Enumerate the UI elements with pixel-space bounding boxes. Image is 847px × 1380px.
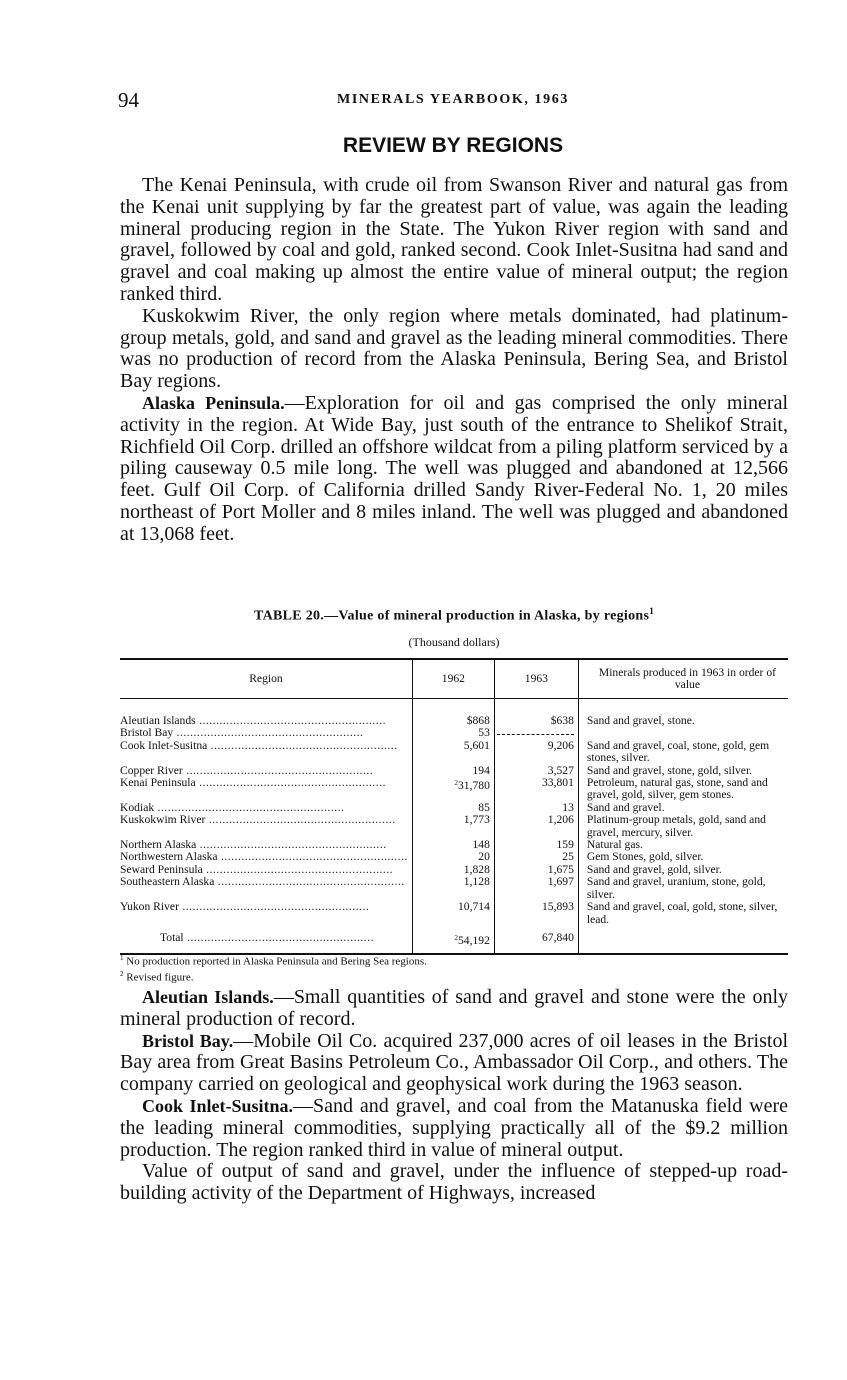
minerals-cell: Natural gas. <box>586 838 643 852</box>
column-header-minerals: Minerals produced in 1963 in order of value <box>578 659 788 699</box>
region-name: Kenai Peninsula ..... <box>120 777 412 789</box>
footnote-text: Revised figure. <box>126 971 194 984</box>
region-name: Cook Inlet-Susitna ..... <box>120 740 412 752</box>
value-1963: 33,801 <box>494 777 578 802</box>
region-name: Seward Peninsula ..... <box>120 864 412 876</box>
value-1962: 53 <box>412 727 494 739</box>
footnote-mark: 1 <box>120 954 124 962</box>
table-caption <box>120 606 788 625</box>
table-caption-text: TABLE 20.—Value of mineral production in Alaska, by regions <box>253 608 650 624</box>
table-row <box>120 851 788 863</box>
minerals-cell: Sand and gravel, coal, gold, stone, silver, lead. <box>586 900 778 926</box>
minerals-cell: Sand and gravel, uranium, stone, gold, silver. <box>586 875 766 901</box>
region-name: Kuskokwim River ..... <box>120 814 412 826</box>
region-name: Copper River ..... <box>120 765 412 777</box>
footnote-mark: 2 <box>454 933 458 942</box>
total-1962-text: 54,192 <box>457 933 490 947</box>
region-name: Kodiak ..... <box>120 802 412 814</box>
total-1963: 67,840 <box>494 926 578 954</box>
value-1962: 10,714 <box>412 901 494 926</box>
region-name: Northwestern Alaska ..... <box>120 851 412 863</box>
runin-heading: Alaska Peninsula. <box>142 392 285 413</box>
paragraph-text: —Small quantities of sand and gravel and stone were the only mineral production of record. <box>120 986 788 1030</box>
footnote <box>120 952 788 968</box>
paragraph: The Kenai Peninsula, with crude oil from Swanson River and natural gas from the Kenai unit supplying by far the greatest part of value, was again the leading mineral producing region in the State. The Yukon River region with sand and gravel, followed by coal and gold, ranked second. Cook Inlet-Susitna had sand and gravel and coal making up almost the entire value of mineral output; the region ranked third. <box>120 174 788 305</box>
value-1963: 9,206 <box>494 740 578 765</box>
table-row <box>120 901 788 926</box>
minerals-cell: Platinum-group metals, gold, sand and gravel, mercury, silver. <box>586 813 766 839</box>
closing-text <box>120 987 788 1205</box>
table-row <box>120 727 788 739</box>
value-1963-empty <box>494 727 578 739</box>
paragraph-aleutian-islands <box>120 987 788 1031</box>
table-total-row <box>120 926 788 954</box>
region-name: Northern Alaska ..... <box>120 839 412 851</box>
minerals-cell: Sand and gravel. <box>586 800 665 814</box>
table-row <box>120 814 788 839</box>
footnotes <box>120 952 788 984</box>
value-1963: 1,206 <box>494 814 578 839</box>
value-1962 <box>412 777 494 802</box>
table-row <box>120 740 788 765</box>
value-1963: 1,697 <box>494 876 578 901</box>
running-title: MINERALS YEARBOOK, 1963 <box>337 92 569 107</box>
value-1962: 194 <box>412 765 494 777</box>
value-1962: $868 <box>412 715 494 727</box>
regions-table <box>120 658 788 955</box>
table-row <box>120 715 788 727</box>
footnote-mark: 2 <box>454 779 458 788</box>
intro-text <box>120 175 788 546</box>
region-name: Yukon River ..... <box>120 901 412 913</box>
region-name: Bristol Bay ..... <box>120 727 412 739</box>
value-1962: 1,773 <box>412 814 494 839</box>
total-label: Total ..... <box>160 932 412 944</box>
paragraph-cook-inlet <box>120 1096 788 1161</box>
value-1963: 1,675 <box>494 864 578 876</box>
page-number: 94 <box>118 88 139 112</box>
minerals-cell: Sand and gravel, gold, silver. <box>586 862 722 876</box>
paragraph-text: —Exploration for oil and gas comprised the only mineral activity in the region. At Wide Bay, just south of the entrance to Shelikof Strait, Richfield Oil Corp. drilled an offshore wildcat from a piling platform serviced by a piling causeway 0.5 mile long. The well was plugged and abandoned at 12,566 feet. Gulf Oil Corp. of California drilled Sandy River-Federal No. 1, 20 miles northeast of Port Moller and 8 miles inland. The well was plugged and abandoned at 13,068 feet. <box>120 391 789 545</box>
value-1963: 3,527 <box>494 765 578 777</box>
value-1962: 85 <box>412 802 494 814</box>
value-1963: 15,893 <box>494 901 578 926</box>
paragraph <box>120 1161 788 1205</box>
minerals-cell: Gem Stones, gold, silver. <box>586 850 704 864</box>
region-name: Aleutian Islands ..... <box>120 715 412 727</box>
footnote <box>120 968 788 984</box>
value-1963: 13 <box>494 802 578 814</box>
value-1962: 148 <box>412 839 494 851</box>
paragraph-text: Value of output of sand and gravel, under the influence of stepped-up road-building activity of the Department of Highways, increased <box>120 1160 788 1205</box>
column-header-1963: 1963 <box>494 659 578 699</box>
minerals-cell: Sand and gravel, stone. <box>586 714 695 727</box>
paragraph-alaska-peninsula <box>120 393 788 546</box>
value-1963: $638 <box>494 715 578 727</box>
value-1962: 5,601 <box>412 740 494 765</box>
minerals-cell <box>578 727 788 739</box>
runin-heading: Bristol Bay. <box>142 1030 234 1051</box>
table-row <box>120 777 788 802</box>
region-name: Southeastern Alaska ..... <box>120 876 412 888</box>
table-unit: (Thousand dollars) <box>408 635 500 649</box>
total-1962 <box>412 926 494 954</box>
column-header-region: Region <box>120 659 412 699</box>
minerals-cell: Petroleum, natural gas, stone, sand and gravel, gold, silver, gem stones. <box>586 776 768 802</box>
footnote-mark: 1 <box>649 606 655 616</box>
table-row <box>120 876 788 901</box>
section-title: REVIEW BY REGIONS <box>342 134 564 157</box>
runin-heading: Aleutian Islands. <box>142 987 274 1007</box>
value-1962: 20 <box>412 851 494 863</box>
value-1962: 1,828 <box>412 864 494 876</box>
minerals-cell: Sand and gravel, stone, gold, silver. <box>586 763 753 777</box>
running-head <box>118 88 788 116</box>
value-1962-text: 31,780 <box>457 779 490 793</box>
paragraph: Kuskokwim River, the only region where metals dominated, had platinum-group metals, gold, and sand and gravel as the leading mineral commodities. There was no production of record from the Alaska Peninsula, Bering Sea, and Bristol Bay regions. <box>120 304 788 393</box>
value-1963: 25 <box>494 851 578 863</box>
minerals-cell: Sand and gravel, coal, stone, gold, gem stones, silver. <box>586 738 770 765</box>
footnote-mark: 2 <box>120 970 124 979</box>
spacer-row <box>120 699 788 716</box>
footnote-text: No production reported in Alaska Peninsula and Bering Sea regions. <box>126 955 427 968</box>
paragraph-text: —Sand and gravel, and coal from the Matanuska field were the leading mineral commodities, supplying practically all of the $9.2 million production. The region ranked third in value of mineral output. <box>120 1094 789 1161</box>
paragraph-bristol-bay <box>120 1031 788 1096</box>
column-header-1962: 1962 <box>412 659 494 699</box>
value-1962: 1,128 <box>412 876 494 901</box>
value-1963: 159 <box>494 839 578 851</box>
runin-heading: Cook Inlet-Susitna. <box>142 1095 293 1116</box>
paragraph-text: —Mobile Oil Co. acquired 237,000 acres of oil leases in the Bristol Bay area from Great Basins Petroleum Co., Ambassador Oil Corp., and others. The company carried on geological and geophysical work during the 1963 season. <box>120 1029 789 1096</box>
